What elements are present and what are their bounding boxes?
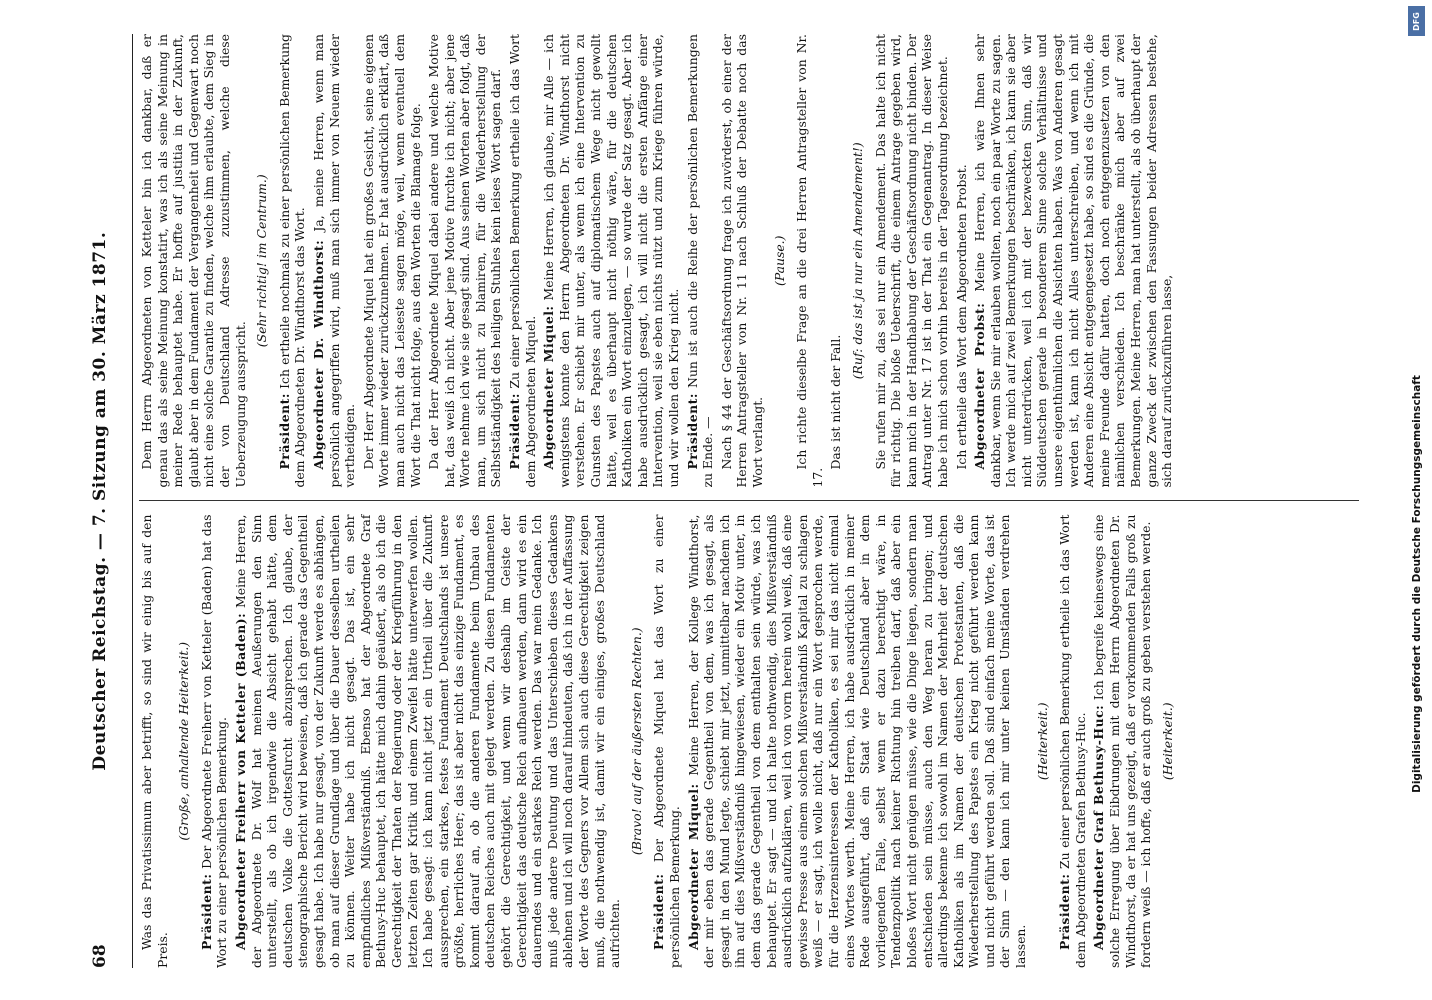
paragraph: Präsident: Ich ertheile nochmals zu einer persönlichen Bemerkung dem Abgeordneten Dr. Windthorst das Wort. xyxy=(276,34,308,488)
right-column xyxy=(139,34,1359,488)
paragraph: Was das Privatissimum aber betrifft, so sind wir einig bis auf den Preis. xyxy=(139,514,170,968)
dfg-logo: DFG xyxy=(1408,6,1425,36)
page-title: Deutscher Reichstag. — 7. Sitzung am 30. März 1871. xyxy=(90,231,110,771)
paragraph: Der Herr Abgeordnete Miquel hat ein großes Gesicht, seine eigenen Worte immer wieder zurückzunehmen. Er hat ausdrücklich erklärt, daß man auch nicht das Leiseste sagen möge, weil, wenn eventuell dem Wort die That nicht folge, aus den Worten die Blamage folge. xyxy=(360,34,423,488)
speaker-label: Abgeordneter Dr. Windthorst: xyxy=(310,239,326,470)
speaker-label: Abgeordneter Freiherr von Ketteler (Baden): xyxy=(232,612,248,950)
speaker-label: Präsident: xyxy=(507,393,523,470)
paragraph: Ich ertheile das Wort dem Abgeordneten Probst. xyxy=(953,164,969,470)
speaker-label: Abgeordneter Probst: xyxy=(972,302,988,470)
paragraph: Präsident: Der Abgeordnete Freiherr von Ketteler (Baden) hat das Wort zu einer persönlichen Bemerkung. xyxy=(198,514,230,968)
paragraph: Da der Herr Abgeordnete Miquel dabei andere und welche Motive hat, das weiß ich nicht. Aber jene Motive furchte ich nicht; aber jene Worte nehme ich wie sie gesagt sind. Aus seinen Worten aber folgt, daß man, um sich nicht zu blamiren, für die Wiederherstellung der Selbstständigkeit des heiligen Stuhles kein leises Wort sagen darf. xyxy=(426,34,504,488)
speaker-label: Abgeordneter Miquel: xyxy=(541,305,557,470)
speaker-label: Präsident: xyxy=(1057,873,1073,950)
paragraph: (Sehr richtig! im Centrum.) xyxy=(254,174,270,348)
paragraph: Abgeordneter Freiherr von Ketteler (Baden): Meine Herren, der Abgeordnete Dr. Wolf hat meinen Aeußerungen den Sinn unterstellt, als ob ich irgendwie die Absicht gehabt hätte, dem deutschen Volke die Gottesfurcht abzusprechen. Ich glaube, der stenographische Bericht wird beweisen, daß ich gerade das Gegentheil gesagt habe. Ich habe nur gesagt, von der Zukunft werde es abhängen, ob man auf dieser Grundlage und über die Dauer desselben urtheilen zu können. Weiter habe ich nicht gesagt. Das ist, ein sehr empfindliches Mißverständniß. Ebenso hat der Abgeordnete Graf Bethusy-Huc behauptet, ich hätte mich dahin geäußert, als ob ich die Gerechtigkeit der Thaten der Regierung oder der Kriegführung in den letzten Zeiten gar Kritik und einem Zweifel hätte unterwerfen wollen. Ich habe gesagt: ich kann nicht jetzt ein Urtheil über die Zukunft aussprechen, ein starkes, festes Fundament Deutschlands ist unsere größte, herrliches Heer; das ist aber nicht das einzige Fundament, es kommt darauf an, ob die anderen Fundamente beim Umbau des deutschen Reiches auch mit gelegt werden. Zu diesen Fundamenten gehört die Gerechtigkeit, und wenn wir deshalb im Geiste der Gerechtigkeit das deutsche Reich aufbauen werden, dann wird es ein dauerndes und ein starkes Reich werden. Das war mein Gedanke. Ich muß jede andere Deutung und das Unterschieben dieses Gedankens ablehnen und ich will noch darauf hindeuten, daß ich in der Auffassung der Worte des Gegners vor Allem sich auch diese Gerechtigkeit zeigen muß, die nothwendig ist, damit wir ein einiges, großes Deutschland aufrichten. xyxy=(232,514,623,968)
speaker-label: Abgeordneter Miquel: xyxy=(685,783,701,950)
paragraph: Ich richte dieselbe Frage an die drei Herren Antragsteller von Nr. 17. xyxy=(794,34,825,488)
speaker-label: Präsident: xyxy=(198,873,214,950)
text-columns xyxy=(139,34,1359,968)
speaker-label: Präsident: xyxy=(276,393,292,470)
page-number: 68 xyxy=(90,944,110,968)
paragraph: Abgeordneter Dr. Windthorst: Ja, meine Herren, wenn man persönlich angegriffen wird, muß man sich immer von Neuem wieder vertheidigen. xyxy=(310,34,358,488)
speaker-label: Präsident: xyxy=(651,873,667,950)
paragraph: (Heiterkeit.) xyxy=(1159,702,1175,781)
paragraph: Dem Herrn Abgeordneten von Ketteler bin ich dankbar, daß er genau das als seine Meinung konstatirt, was ich als seine Meinung in meiner Rede behauptet habe. Er hoffte auf justitia in der Zukunft, glaubt aber in dem Fundament der Vergangenheit und Gegenwart noch nicht eine solche Garantie zu finden, welche ihm erlaubte, dem Sieg in der von Deutschland Adresse zuzustimmen, welche diese Ueberzeugung ausspricht. xyxy=(139,34,248,488)
paragraph: (Bravo! auf der äußersten Rechten.) xyxy=(628,627,644,856)
paragraph: Abgeordneter Miquel: Meine Herren, ich glaube, mir Alle — ich wenigstens konnte den Herrn Abgeordneten Dr. Windthorst nicht verstehen. Er schiebt mir unter, als wenn ich eine Intervention zu Gunsten des Papstes auch auf diplomatischem Wege nicht gewollt hätte, weil es überhaupt nicht nöthig wäre, für die deutschen Katholiken ein Wort einzulegen, — so wurde der Satz gesagt. Aber ich habe ausdrücklich gesagt, ich will nicht die ersten Anfänge einer Intervention, weil sie eben nichts nützt und zum Kriege führen würde, und wir wollen den Krieg nicht. xyxy=(541,34,681,488)
paragraph: (Heiterkeit.) xyxy=(1034,702,1050,781)
paragraph: Abgeordneter Miquel: Meine Herren, der Kollege Windthorst, der mir eben das gerade Gegentheil von dem, was ich gesagt, als gesagt in den Mund legte, schiebt mir jetzt, unmittelbar nachdem ich ihn auf dies Mißverständniß hingewiesen, wieder ein Motiv unter, in dem das gerade Gegentheil von dem enthalten sein würde, was ich behauptet. Er sagt — und ich halte nothwendig, dies Mißverständniß ausdrücklich aufzuklären, weil ich von vorn herein wohl weiß, daß eine gewisse Presse aus einem solchen Mißverständniß Kapital zu schlagen weiß — er sagt, ich wolle nicht, daß nur ein Wort gesprochen werde, für die Herzensinteressen der Katholiken, es sei mir das nicht einmal eines Wortes werth. Meine Herren, ich habe ausdrücklich in meiner Rede ausgeführt, daß ein Staat wie Deutschland aber in dem vorliegenden Falle, selbst wenn er dazu berechtigt wäre, in Tendenzpolitik nach keiner Richtung hin treiben darf, daß aber ein bloßes Wort nicht genügen müsse, wie die Dinge liegen, sondern man entschieden sein müsse, auch den Weg heran zu bringen; und allerdings bekenne ich sowohl im Namen der Mehrheit der deutschen Katholiken als im Namen der deutschen Protestanten, daß die Wiederherstellung des Papstes ein Krieg nicht geführt werden kann und nicht geführt werden soll. Daß sind einfach meine Worte, das ist der Sinn — den kann ich mir unter keinen Umständen verdrehen lassen. xyxy=(685,514,1029,968)
paragraph: Abgeordneter Probst: Meine Herren, ich wäre Ihnen sehr dankbar, wenn Sie mir erlauben wollten, noch ein paar Worte zu sagen. Ich werde mich auf zwei Bemerkungen beschränken, ich kann sie aber nicht unterdrücken, weil ich mit der bezweckten Sinn, daß wir Süddeutschen gerade in besonderem Sinne solche Verhältnisse und unsere eigenthümlichen die Absichten haben. Was von Anderen gesagt werden ist, kann ich nicht Alles unterschreiben, und wenn ich mit Anderen eine Absicht entgegengesetzt habe, so sind es die Gründe, die meine Freunde dafür hatten, doch noch entgegenzusetzen von den nämlichen verschieden. Ich beschränke mich aber auf zwei Bemerkungen. Meine Herren, man hat unterstellt, als ob überhaupt der ganze Zweck der zwischen den Fassungen beider Adressen bestehe, sich darauf zurückzuführen lasse, xyxy=(972,34,1175,488)
side-margin xyxy=(1405,0,1429,1000)
paragraph: Sie rufen mir zu, das sei nur ein Amendement. Das halte ich nicht für richtig. Die bloße Ueberschrift, die einem Antrage gegeben wird, kann mich in der Handhabung der Geschäftsordnung nicht binden. Der Antrag unter Nr. 17 ist in der That ein Gegenantrag. In dieser Weise habe ich mich schon vorhin bereits in der Tagesordnung bezeichnet. xyxy=(872,34,950,488)
paragraph: Das ist nicht der Fall. xyxy=(828,334,844,470)
paragraph: Präsident: Zu einer persönlichen Bemerkung ertheile ich das Wort dem Abgeordneten Grafen Bethusy-Huc. xyxy=(1057,514,1088,968)
paragraph: Abgeordneter Graf Bethusy-Huc: Ich begreife keineswegs eine solche Erregung über Eibdrungen mit dem Herrn Abgeordneten Dr. Windthorst, da er hat uns gezeigt, daß er vorkommenden Falls groß zu fordern weiß — ich hoffe, daß er auch groß zu geben verstehen werde. xyxy=(1091,514,1154,968)
left-column xyxy=(139,515,1359,969)
paragraph: Nach § 44 der Geschäftsordnung frage ich zuvörderst, ob einer der Herren Antragsteller von Nr. 11 nach Schluß der Debatte noch das Wort verlangt. xyxy=(718,34,765,488)
paragraph: Präsident: Zu einer persönlichen Bemerkung ertheile ich das Wort dem Abgeordneten Miquel. xyxy=(507,34,538,488)
document-page xyxy=(80,0,1380,1000)
paragraph: (Ruf: das ist ja nur ein Amendement!) xyxy=(849,142,865,380)
paragraph: (Pause.) xyxy=(771,235,787,286)
digitization-credit: Digitalisierung gefördert durch die Deutsche Forschungsgemeinschaft xyxy=(1411,375,1423,793)
page-header xyxy=(90,34,133,968)
speaker-label: Präsident: xyxy=(684,393,700,470)
paragraph: (Große, anhaltende Heiterkeit.) xyxy=(176,641,192,841)
paragraph: Präsident: Nun ist auch die Reihe der persönlichen Bemerkungen zu Ende. — xyxy=(684,34,716,488)
speaker-label: Abgeordneter Graf Bethusy-Huc: xyxy=(1091,704,1107,950)
paragraph: Präsident: Der Abgeordnete Miquel hat das Wort zu einer persönlichen Bemerkung. xyxy=(651,514,682,968)
column-divider xyxy=(139,501,1359,502)
